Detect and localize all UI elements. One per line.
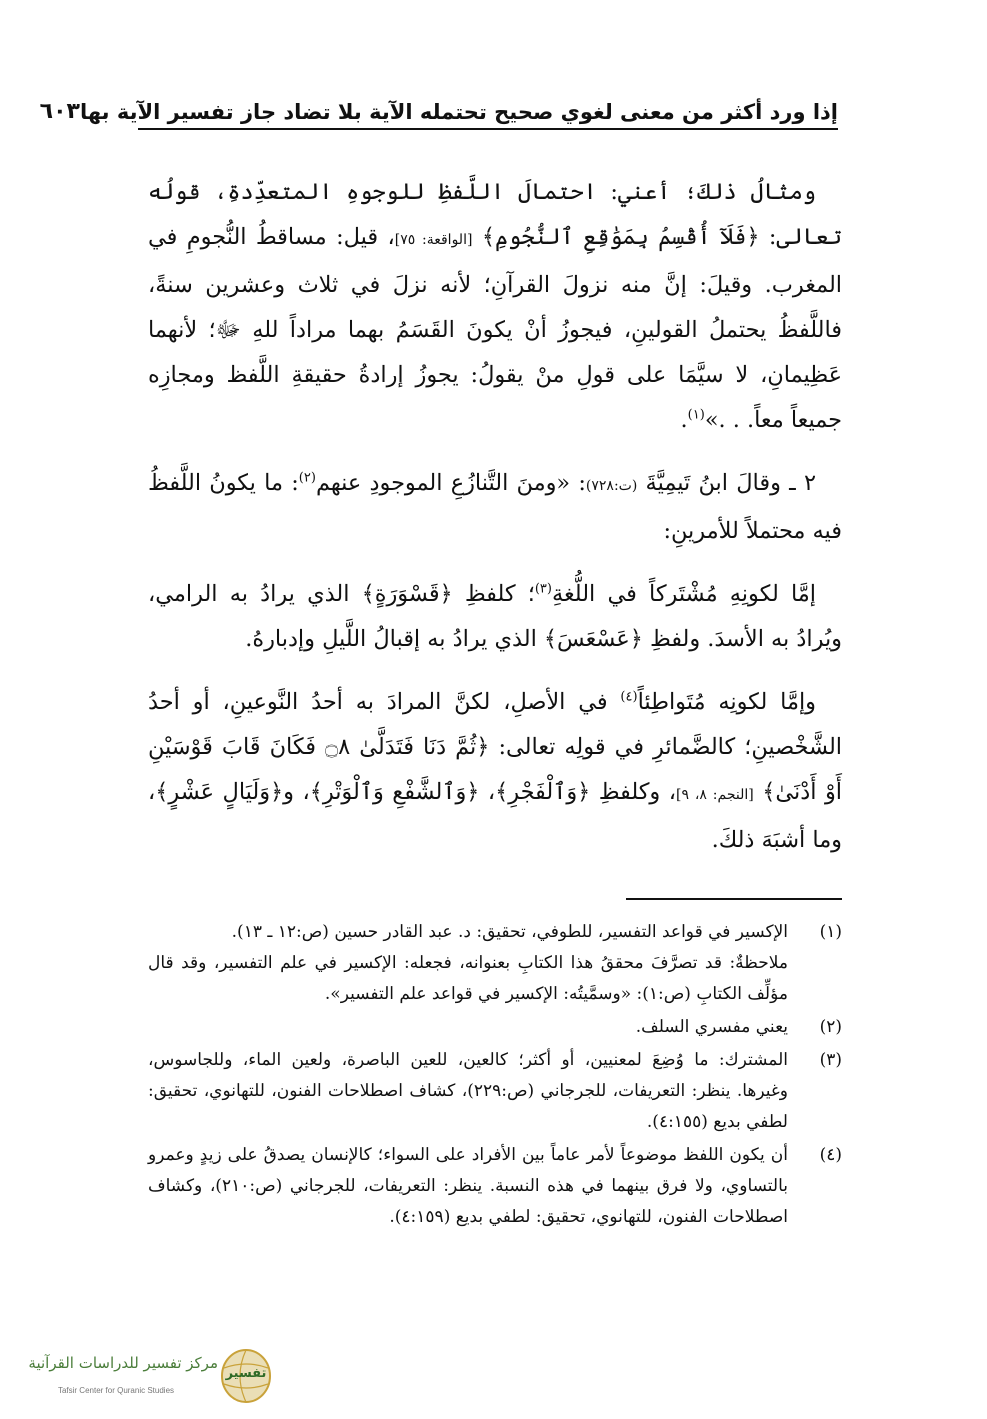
verse-reference: [النجم: ٨، ٩] [676,787,754,803]
logo-name: مركز تفسير للدراسات القرآنية [28,1354,218,1372]
paragraph-text: : «ومنَ التَّنازُعِ الموجودِ عنهم [315,470,586,496]
paragraph-mushtarak [148,572,842,662]
paragraph-example [148,170,842,443]
paragraph-text: ٢ ـ وقالَ ابنُ تَيمِيَّةَ [637,470,816,496]
footnote-marker[interactable]: (١) [687,407,705,423]
footnotes [148,917,842,1235]
main-text [148,170,842,881]
logo-subtitle: Tafsir Center for Quranic Studies [57,1386,175,1395]
footnote-marker[interactable]: (٤) [620,689,638,705]
verse-reference: [الواقعة: ٧٥] [394,232,473,248]
paragraph-text: ، وكلفظِ ﴿وَٱلْفَجْرِ﴾، ﴿وَٱلشَّفْعِ وَٱلْوَتْرِ﴾، و﴿وَلَيَالٍ عَشْرٍ﴾، وما أشبَهَ ذلكَ. [148,779,842,853]
footnote-text: المشترك: ما وُضِعَ لمعنيين، أو أكثر؛ كالعين، للعين الباصرة، ولعين الماء، وللجاسوس، وغيرها. ينظر: التعريفات، للجرجاني (ص:٢٢٩)، كشاف اصطلاحات الفنون، للتهانوي، تحقيق: لطفي بديع (٤:١٥٥). [148,1050,789,1132]
paragraph-text: في الأصلِ، لكنَّ المرادَ به أحدُ النَّوعينِ، أو أحدُ الشَّخْصينِ؛ كالضَّمائرِ في قولِه تعالى: ﴿ثُمَّ دَنَا فَتَدَلَّىٰ ۝٨ فَكَانَ قَابَ قَوْسَيْنِ أَوْ أَدْنَىٰ﴾ [148,689,843,805]
running-title: إذا ورد أكثر من معنى لغوي صحيح تحتمله الآية بلا تضاد جاز تفسير الآية بها [79,100,838,124]
footnote-2 [148,1012,842,1043]
footnote-number: (١) [819,922,842,942]
death-date-note: (ت:٧٢٨) [585,478,638,494]
footnote-text: يعني مفسري السلف. [635,1017,788,1037]
footnote-4 [148,1140,842,1233]
paragraph-ibn-taymiyya [148,461,842,554]
footnote-marker[interactable]: (٣) [534,581,552,597]
logo-word: تفسير [225,1366,267,1381]
footnote-marker[interactable]: (٢) [298,470,316,486]
footnote-number: (٤) [819,1145,842,1165]
paragraph-text: . [680,407,688,433]
paragraph-text: إمَّا لكونِهِ مُشْتَركاً في اللُّغةِ [551,581,816,607]
page-number: ٦٠٣ [39,99,80,124]
paragraph-text: ، قيل: مساقطُ النُّجومِ في المغرب. وقيلَ: إنَّ منه نزولَ القرآنِ؛ لأنه نزلَ في ثلاث وعشرين سنةً، فاللَّفظُ يحتملُ القولينِ، فيجوزُ أنْ يكونَ القَسَمُ بهما مراداً للهِ ﷻ؛ لأنهما عَظِيمانِ، لا سيَّمَا على قولِ منْ يقولُ: يجوزُ إرادةُ حقيقةِ اللَّفظ ومجازِه جميعاً معاً. . .» [148,224,842,433]
footnote-text: أن يكون اللفظ موضوعاً لأمر عاماً بين الأفراد على السواء؛ كالإنسان يصدقُ على زيدٍ وعمرو بالتساوي، ولا فرق بينهما في هذه النسبة. ينظر: التعريفات، للجرجاني (ص:٢١٠)، وكشاف اصطلاحات الفنون، للتهانوي، تحقيق: لطفي بديع (٤:١٥٩). [148,1145,789,1227]
paragraph-text: ومثالُ ذلكَ؛ أعني: احتمالَ اللَّفظِ للوجوهِ المتعدِّدةِ، قولُه تعالى: ﴿فَلَآ أُقْسِمُ بِمَوَٰقِعِ ٱلنُّجُومِ﴾ [148,179,843,250]
running-header [39,84,838,130]
footnote-text [148,917,788,1010]
tafsir-center-logo [10,1348,272,1404]
paragraph-text: ؛ كلفظِ ﴿قَسْوَرَةٍ﴾ الذي يرادُ به الرامي، ويُرادُ به الأسدَ. ولفظِ ﴿عَسْعَسَ﴾ الذي يرادُ به إقبالُ اللَّيلِ وإدبارهُ. [148,581,842,652]
footnote-line: الإكسير في قواعد التفسير، للطوفي، تحقيق: د. عبد القادر حسين (ص:١٢ ـ ١٣). [231,922,788,942]
paragraph-mutawati [148,680,842,863]
paragraph-text: وإمَّا لكونِه مُتَواطِئاً [637,689,816,715]
footnote-number: (٢) [819,1017,842,1037]
footnote-number: (٣) [819,1050,842,1070]
footnote-1 [148,917,842,1010]
footnote-separator [626,898,842,900]
footnote-3 [148,1045,842,1138]
paragraph-text: : ما يكونُ اللَّفظُ فيه محتملاً للأمرينِ: [148,470,842,544]
footnote-line: ملاحظةٌ: قد تصرَّفَ محققُ هذا الكتابِ بعنوانه، فجعله: الإكسير في علم التفسير، وقد قال مؤلِّف الكتابِ (ص:١): «وسمَّيتُه: الإكسير في قواعد علم التفسير». [148,953,788,1004]
